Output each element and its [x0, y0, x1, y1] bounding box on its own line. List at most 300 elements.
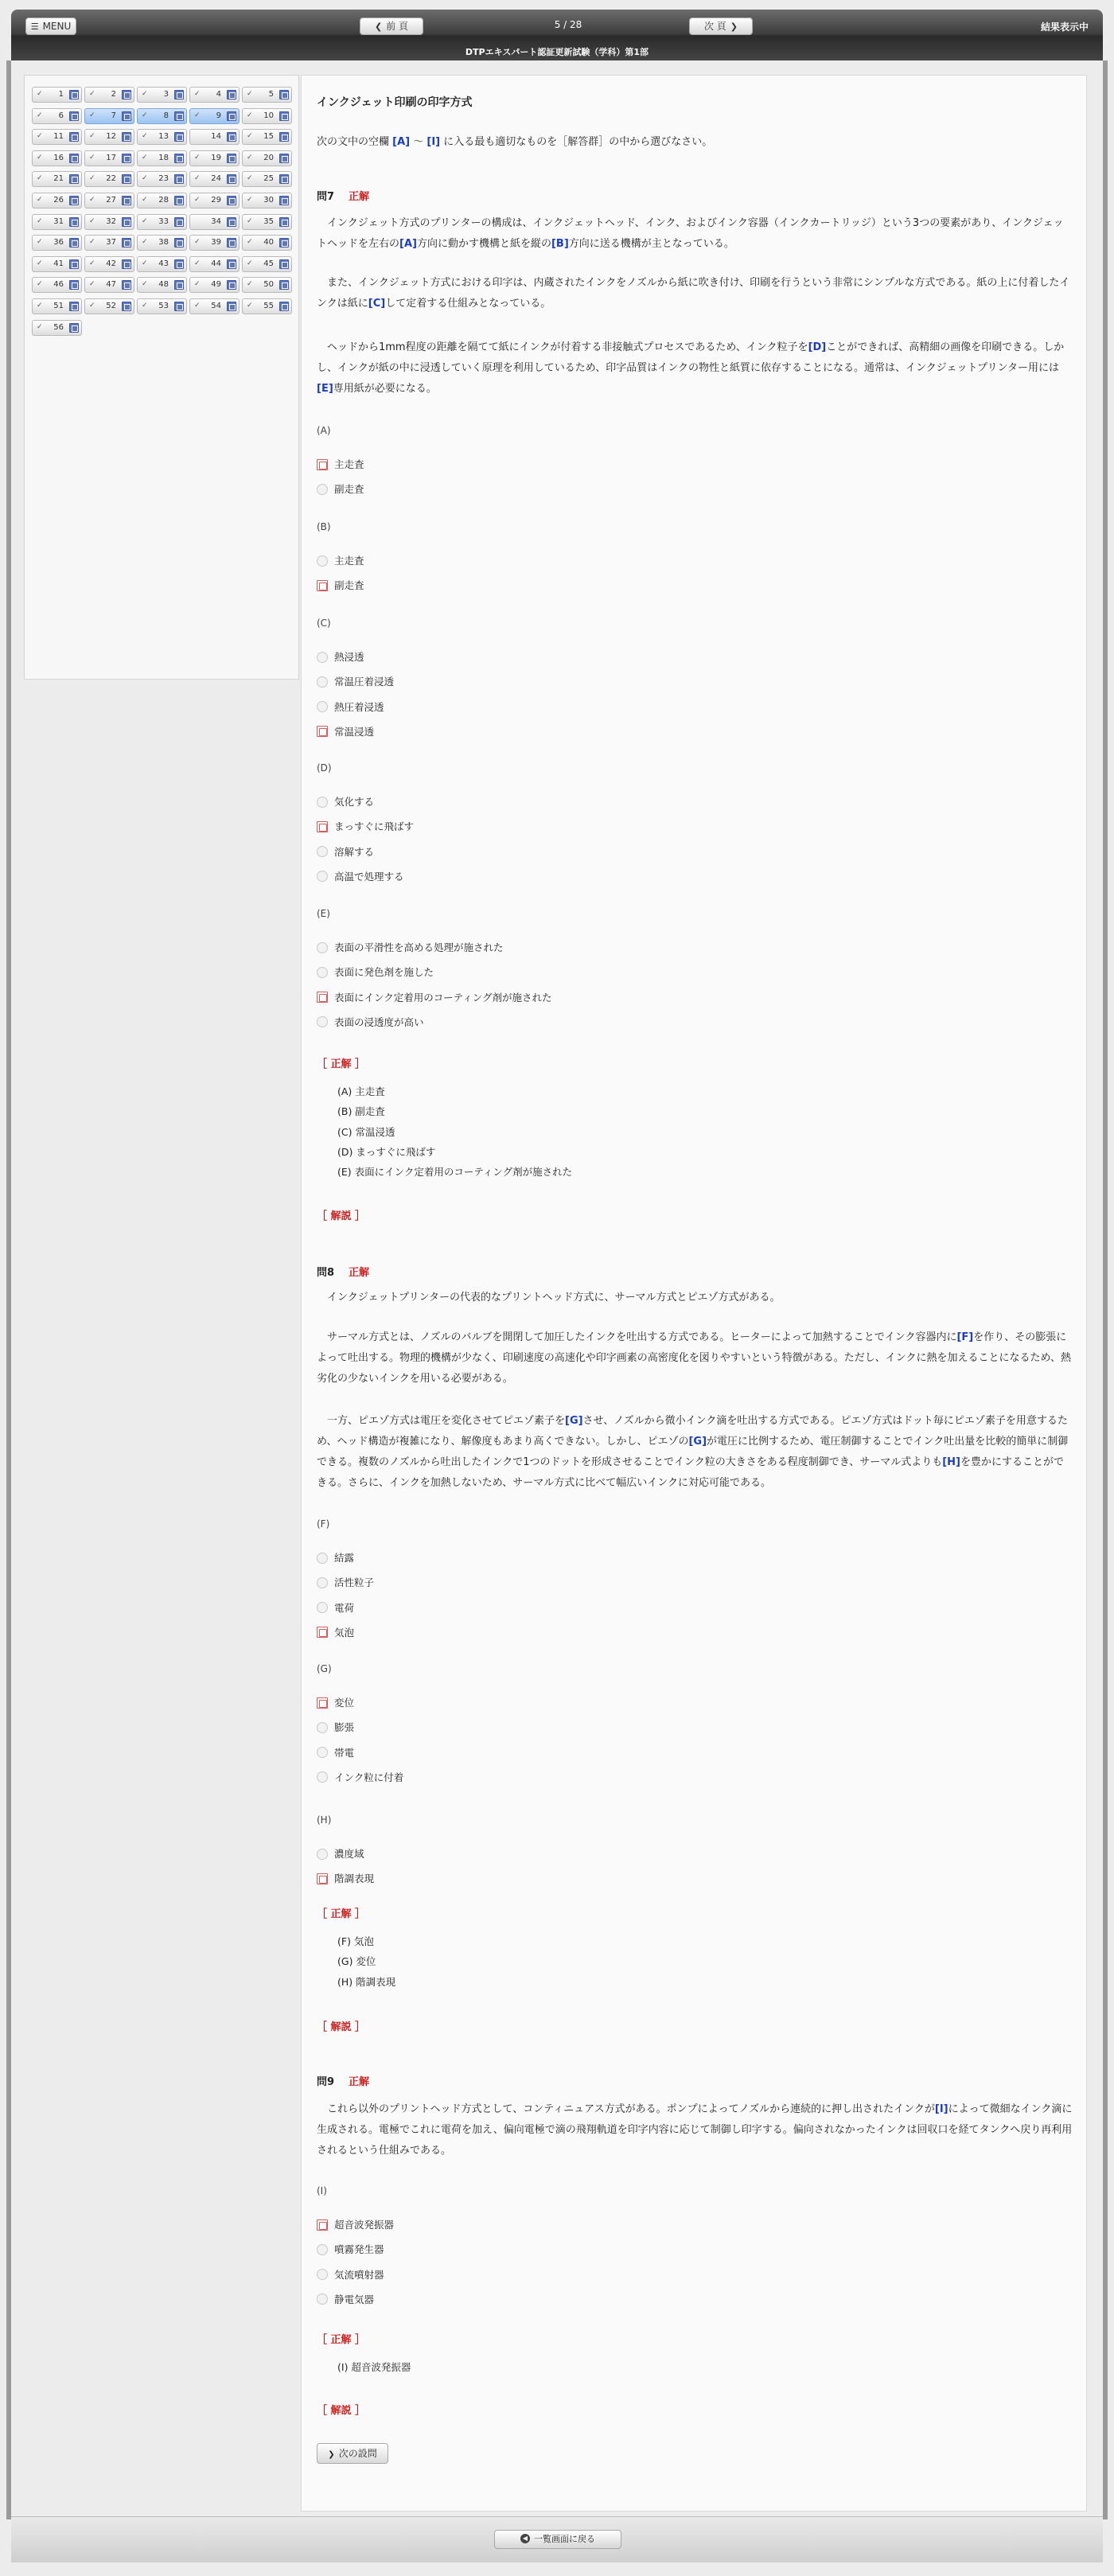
question-nav-number: 28	[158, 196, 169, 205]
answer-blank: [D]	[808, 341, 827, 353]
paragraph-text: が電圧に比例するため、電圧制御することでインク吐出量を比較的簡単に制御できる。複数のノズルから吐出したインクで1つのドットを形成させることでインク粒の大きさをある程度制御でき、サーマル式よりも	[317, 1436, 1069, 1468]
question-nav-button[interactable]	[242, 235, 292, 251]
question-nav-number: 53	[158, 302, 169, 310]
question-nav-button[interactable]	[189, 298, 240, 314]
bookmark-icon	[69, 217, 79, 227]
option-label: 常温圧着浸透	[334, 676, 395, 688]
question-nav-button[interactable]	[84, 256, 134, 272]
selected-radio-icon[interactable]	[317, 1627, 328, 1638]
question-nav-number: 35	[263, 216, 274, 226]
bookmark-icon	[227, 280, 236, 290]
option-label: 表面の平滑性を高める処理が施された	[334, 941, 504, 953]
answer-blank: [C]	[368, 298, 386, 310]
prev-page-button[interactable]: ❮ 前 頁	[360, 18, 423, 35]
question-paragraph	[317, 273, 1073, 314]
question-number-text: 問9	[317, 2076, 335, 2088]
question-nav-number: 20	[263, 153, 274, 162]
radio-icon[interactable]	[317, 2293, 328, 2305]
bookmark-icon	[227, 90, 236, 99]
radio-icon[interactable]	[317, 846, 328, 857]
top-toolbar	[11, 10, 1103, 60]
answer-option[interactable]	[317, 1015, 424, 1029]
bookmark-icon	[174, 90, 184, 99]
option-group-label: (D)	[317, 762, 332, 774]
question-nav-number: 45	[263, 259, 274, 268]
question-paragraph	[317, 1288, 1073, 1308]
answer-option[interactable]	[317, 794, 374, 809]
bookmark-icon	[69, 90, 79, 99]
question-nav-number: 24	[211, 174, 221, 184]
answered-check-icon: ✓	[142, 302, 148, 310]
question-nav-button[interactable]	[32, 298, 82, 314]
option-label: 熱浸透	[334, 651, 364, 663]
answered-check-icon: ✓	[89, 302, 95, 310]
question-nav-button[interactable]	[137, 256, 187, 272]
question-nav-number: 12	[106, 132, 116, 142]
menu-button[interactable]: ☰ MENU	[25, 18, 76, 35]
bookmark-icon	[174, 217, 184, 227]
selected-radio-icon[interactable]	[317, 1697, 328, 1709]
option-group-label: (E)	[317, 908, 330, 919]
question-nav-button[interactable]	[84, 129, 134, 145]
radio-icon[interactable]	[317, 1747, 328, 1758]
question-nav-button[interactable]	[137, 108, 187, 124]
question-nav-number: 29	[211, 196, 221, 205]
bookmark-icon	[69, 302, 79, 311]
answer-option[interactable]	[317, 724, 374, 739]
answer-option[interactable]	[317, 844, 374, 859]
answered-check-icon: ✓	[37, 280, 43, 289]
question-nav-number: 22	[106, 174, 116, 184]
selected-radio-icon[interactable]	[317, 580, 328, 591]
question-nav-button[interactable]	[32, 87, 82, 103]
question-nav-button[interactable]	[242, 87, 292, 103]
option-group-label: (B)	[317, 521, 331, 532]
option-group-label: (I)	[317, 2185, 327, 2196]
chevron-left-icon: ❮	[374, 21, 383, 32]
question-nav-button[interactable]	[189, 108, 240, 124]
question-nav-number: 11	[53, 132, 64, 142]
bottom-toolbar	[11, 2516, 1103, 2562]
bookmark-icon	[122, 90, 131, 99]
question-nav-number: 15	[263, 132, 274, 142]
question-nav-number: 27	[106, 196, 116, 205]
question-nav-button[interactable]	[32, 320, 82, 336]
paragraph-text: ことができれば、高精細の画像を印刷できる。しかし、インクが紙の中に浸透していく原理を利用しているため、印字品質はインクの物性と紙質に依存することになる。通常は、インクジェットプリンター用には	[317, 341, 1065, 374]
radio-icon[interactable]	[317, 555, 328, 567]
question-nav-number: 7	[111, 111, 116, 120]
answered-check-icon: ✓	[142, 238, 148, 247]
question-nav-number: 26	[53, 196, 64, 205]
question-nav-number: 41	[53, 259, 64, 268]
left-frame-edge	[6, 60, 11, 2519]
question-nav-number: 5	[268, 90, 274, 99]
answer-option[interactable]	[317, 553, 364, 567]
answer-section-label: ［ 正解 ］	[317, 1908, 366, 1920]
radio-icon[interactable]	[317, 2244, 328, 2255]
answer-option[interactable]	[317, 990, 552, 1004]
bookmark-icon	[69, 280, 79, 290]
paragraph-text: して定着する仕組みとなっている。	[385, 298, 551, 310]
answer-blank: [H]	[942, 1456, 960, 1468]
correct-answer-item: (E) 表面にインク定着用のコーティング剤が施された	[337, 1166, 573, 1179]
radio-icon[interactable]	[317, 967, 328, 978]
question-nav-button[interactable]	[32, 193, 82, 208]
question-nav-number: 47	[106, 280, 116, 290]
answered-check-icon: ✓	[89, 132, 95, 141]
question-nav-button[interactable]	[242, 298, 292, 314]
question-number	[317, 188, 369, 203]
answered-check-icon: ✓	[89, 280, 95, 289]
question-nav-button[interactable]	[32, 129, 82, 145]
question-nav-button[interactable]	[189, 150, 240, 166]
answered-check-icon: ✓	[142, 90, 148, 98]
question-nav-button[interactable]	[242, 171, 292, 187]
answered-check-icon: ✓	[89, 196, 95, 204]
next-question-button[interactable]: ❯ 次の設問	[317, 2443, 388, 2464]
answered-check-icon: ✓	[194, 111, 201, 119]
answer-option[interactable]	[317, 2267, 384, 2282]
bookmark-icon	[69, 196, 79, 205]
question-nav-button[interactable]	[137, 298, 187, 314]
question-nav-number: 32	[106, 216, 116, 226]
paragraph-text: これら以外のプリントヘッド方式として、コンティニュアス方式がある。ポンプによってノズルから連続的に押し出されたインクが	[317, 2103, 935, 2115]
option-label: 階調表現	[334, 1873, 375, 1885]
answer-option[interactable]	[317, 649, 364, 664]
question-nav-button[interactable]	[84, 150, 134, 166]
bookmark-icon	[122, 154, 131, 163]
answer-option[interactable]	[317, 1871, 374, 1885]
question-nav-number: 50	[263, 280, 274, 290]
option-label: 結露	[334, 1552, 355, 1564]
question-nav-button[interactable]	[189, 129, 240, 145]
question-nav-number: 40	[263, 238, 274, 247]
back-to-list-button[interactable]: ◀ 一覧画面に戻る	[494, 2530, 621, 2549]
correct-answer-item: (C) 常温浸透	[337, 1125, 395, 1138]
bookmark-icon	[227, 154, 236, 163]
answered-check-icon: ✓	[247, 196, 253, 204]
correct-mark: 正解	[349, 2076, 370, 2088]
bookmark-icon	[227, 238, 236, 247]
radio-icon[interactable]	[317, 1577, 328, 1588]
question-nav-button[interactable]	[84, 193, 134, 208]
answer-option[interactable]	[317, 1550, 354, 1565]
answer-blank: [I]	[934, 2103, 948, 2115]
radio-icon[interactable]	[317, 1722, 328, 1733]
answer-option[interactable]	[317, 481, 364, 496]
answer-blank: [G]	[688, 1436, 707, 1448]
answered-check-icon: ✓	[89, 238, 95, 247]
selected-radio-icon[interactable]	[317, 2219, 328, 2231]
radio-icon[interactable]	[317, 1849, 328, 1860]
question-nav-button[interactable]	[137, 277, 187, 293]
option-label: 気泡	[334, 1626, 355, 1639]
question-paragraph	[317, 1327, 1073, 1389]
question-nav-button[interactable]	[32, 277, 82, 293]
answer-option[interactable]	[317, 674, 394, 688]
answer-blank: [F]	[956, 1331, 974, 1343]
bookmark-icon	[227, 132, 236, 142]
bookmark-icon	[279, 259, 289, 269]
answer-blank: [A]	[399, 238, 417, 250]
question-nav-button[interactable]	[84, 298, 134, 314]
answer-option[interactable]	[317, 1695, 354, 1709]
question-paragraph	[317, 2099, 1073, 2161]
paragraph-text: インクジェット方式のプリンターの構成は、インクジェットヘッド、インク、およびインク容器（インクカートリッジ）という3つの要素があり、インクジェットヘッドを左右の	[317, 217, 1064, 250]
answered-check-icon: ✓	[89, 90, 95, 98]
bookmark-icon	[69, 111, 79, 121]
paragraph-text: ヘッドから1mm程度の距離を隔てて紙にインクが付着する非接触式プロセスであるため、インク粒子を	[317, 341, 808, 353]
radio-icon[interactable]	[317, 871, 328, 882]
question-nav-button[interactable]	[137, 87, 187, 103]
question-nav-number: 33	[158, 216, 169, 226]
answer-option[interactable]	[317, 1720, 354, 1734]
answer-option[interactable]	[317, 700, 384, 714]
option-label: 溶解する	[334, 845, 375, 858]
question-nav-number: 55	[263, 302, 274, 310]
option-group-label: (H)	[317, 1814, 332, 1826]
question-nav-number: 42	[106, 259, 116, 268]
correct-mark: 正解	[349, 191, 370, 203]
option-label: 副走査	[334, 579, 364, 592]
radio-icon[interactable]	[317, 797, 328, 808]
answer-option[interactable]	[317, 869, 404, 883]
question-nav-button[interactable]	[242, 150, 292, 166]
question-nav-button[interactable]	[189, 277, 240, 293]
radio-icon[interactable]	[317, 1553, 328, 1564]
bookmark-icon	[279, 154, 289, 163]
option-group-label: (G)	[317, 1663, 332, 1674]
question-nav-button[interactable]	[189, 193, 240, 208]
option-label: 気流噴射器	[334, 2268, 384, 2281]
question-nav-button[interactable]	[189, 214, 240, 230]
bookmark-icon	[174, 132, 184, 142]
explanation-section-label: ［ 解説 ］	[317, 2021, 366, 2033]
answered-check-icon: ✓	[247, 280, 253, 289]
question-nav-button[interactable]	[137, 235, 187, 251]
radio-icon[interactable]	[317, 1602, 328, 1613]
bookmark-icon	[122, 259, 131, 269]
question-nav-button[interactable]	[84, 87, 134, 103]
answered-check-icon: ✓	[37, 322, 43, 331]
answered-check-icon: ✓	[194, 302, 201, 310]
question-nav-number: 2	[111, 90, 116, 99]
question-number-text: 問8	[317, 1267, 335, 1279]
question-nav-button[interactable]	[32, 108, 82, 124]
bookmark-icon	[227, 217, 236, 227]
question-nav-number: 49	[211, 280, 221, 290]
answered-check-icon: ✓	[247, 259, 253, 267]
question-nav-number: 25	[263, 174, 274, 184]
question-nav-number: 10	[263, 111, 274, 120]
question-nav-button[interactable]	[137, 214, 187, 230]
answered-check-icon: ✓	[37, 132, 43, 141]
question-nav-button[interactable]	[84, 235, 134, 251]
radio-icon[interactable]	[317, 652, 328, 663]
question-nav-button[interactable]	[84, 171, 134, 187]
radio-icon[interactable]	[317, 1771, 328, 1783]
radio-icon[interactable]	[317, 2269, 328, 2280]
question-nav-number: 1	[58, 90, 64, 99]
bookmark-icon	[174, 174, 184, 184]
answer-option[interactable]	[317, 1770, 403, 1784]
answered-check-icon: ✓	[142, 132, 148, 141]
question-nav-button[interactable]	[84, 277, 134, 293]
bookmark-icon	[227, 196, 236, 205]
question-nav-button[interactable]	[32, 150, 82, 166]
selected-radio-icon[interactable]	[317, 821, 328, 832]
question-nav-button[interactable]	[242, 214, 292, 230]
question-nav-button[interactable]	[32, 235, 82, 251]
question-nav-button[interactable]	[137, 171, 187, 187]
radio-icon[interactable]	[317, 484, 328, 495]
correct-answer-item: (F) 気泡	[337, 1935, 374, 1947]
question-nav-button[interactable]	[242, 256, 292, 272]
bookmark-icon	[174, 154, 184, 163]
option-group-label: (A)	[317, 425, 331, 436]
answered-check-icon: ✓	[247, 216, 253, 225]
question-nav-number: 13	[158, 132, 169, 142]
question-number	[317, 1264, 369, 1279]
paragraph-text: させ、ノズルから微小インク滴を吐出する方式である。ピエゾ方式はドット毎にピエゾ素子を用意するため、ヘッド構造が複雑になり、解像度もあまり高くできない。しかし、ピエゾの	[317, 1415, 1068, 1448]
question-nav-button[interactable]	[189, 87, 240, 103]
answered-check-icon: ✓	[89, 153, 95, 162]
correct-answer-item: (B) 副走査	[337, 1105, 385, 1118]
question-nav-button[interactable]	[242, 129, 292, 145]
bookmark-icon	[174, 196, 184, 205]
answer-option[interactable]	[317, 940, 504, 954]
question-nav-button[interactable]	[84, 108, 134, 124]
radio-icon[interactable]	[317, 1016, 328, 1027]
question-nav-button[interactable]	[137, 129, 187, 145]
option-label: インク粒に付着	[334, 1771, 404, 1783]
answered-check-icon: ✓	[37, 302, 43, 310]
option-label: 副走査	[334, 483, 364, 496]
answer-section-label: ［ 正解 ］	[317, 1058, 366, 1070]
bookmark-icon	[69, 323, 79, 333]
option-label: 主走査	[334, 458, 364, 470]
option-label: 表面の浸透度が高い	[334, 1015, 424, 1028]
question-nav-button[interactable]	[189, 235, 240, 251]
option-label: 熱圧着浸透	[334, 700, 384, 713]
answer-option[interactable]	[317, 965, 434, 979]
paragraph-text: 方向に送る機構が主となっている。	[568, 238, 734, 250]
question-nav-button[interactable]	[32, 171, 82, 187]
selected-radio-icon[interactable]	[317, 992, 328, 1003]
question-nav-number: 36	[53, 238, 64, 247]
question-nav-number: 18	[158, 153, 169, 162]
answer-blank: [B]	[551, 238, 569, 250]
bookmark-icon	[227, 302, 236, 311]
question-nav-button[interactable]	[189, 256, 240, 272]
question-nav-button[interactable]	[137, 193, 187, 208]
correct-answer-item: (A) 主走査	[337, 1085, 385, 1097]
question-nav-button[interactable]	[32, 214, 82, 230]
option-label: 噴霧発生器	[334, 2243, 384, 2256]
answer-option[interactable]	[317, 578, 364, 592]
correct-answer-item: (G) 変位	[337, 1955, 376, 1968]
answer-option[interactable]	[317, 2292, 374, 2306]
bookmark-icon	[69, 154, 79, 163]
question-nav-button[interactable]	[242, 108, 292, 124]
paragraph-text: によって微細なインク滴に生成される。電極でこれに電荷を加え、偏向電極で滴の飛翔軌道を印字内容に応じて制御し印字する。偏向されなかったインクは回収口を経てタンクへ戻り再利用されるという仕組みである。	[317, 2103, 1073, 2157]
answered-check-icon: ✓	[247, 90, 253, 98]
answer-option[interactable]	[317, 1846, 364, 1861]
explanation-section-label: ［ 解説 ］	[317, 1210, 366, 1222]
question-nav-number: 4	[216, 90, 221, 99]
answered-check-icon: ✓	[194, 174, 201, 183]
question-nav-number: 48	[158, 280, 169, 290]
bookmark-icon	[174, 280, 184, 290]
option-label: 高温で処理する	[334, 870, 404, 883]
correct-answer-item: (I) 超音波発振器	[337, 2361, 411, 2373]
question-nav-button[interactable]	[32, 256, 82, 272]
question-nav-button[interactable]	[242, 193, 292, 208]
answered-check-icon: ✓	[37, 216, 43, 225]
answer-option[interactable]	[317, 2217, 394, 2231]
answered-check-icon: ✓	[37, 174, 43, 183]
question-nav-number: 56	[53, 322, 64, 332]
question-nav-button[interactable]	[189, 171, 240, 187]
question-nav-number: 6	[58, 111, 64, 120]
answer-option[interactable]	[317, 1575, 374, 1589]
explanation-section-label: ［ 解説 ］	[317, 2405, 366, 2417]
answer-option[interactable]	[317, 1600, 354, 1615]
question-nav-number: 8	[163, 111, 169, 120]
bookmark-icon	[122, 217, 131, 227]
selected-radio-icon[interactable]	[317, 459, 328, 470]
bookmark-icon	[122, 302, 131, 311]
answered-check-icon: ✓	[37, 153, 43, 162]
selected-radio-icon[interactable]	[317, 1873, 328, 1884]
question-nav-number: 46	[53, 280, 64, 290]
bookmark-icon	[227, 259, 236, 269]
right-frame-edge	[1103, 60, 1108, 2519]
bookmark-icon	[69, 259, 79, 269]
question-nav-button[interactable]	[242, 277, 292, 293]
answered-check-icon: ✓	[142, 259, 148, 267]
question-nav-number: 51	[53, 302, 64, 310]
question-nav-button[interactable]	[137, 150, 187, 166]
bookmark-icon	[174, 238, 184, 247]
answer-option[interactable]	[317, 2242, 384, 2256]
answer-option[interactable]	[317, 1745, 354, 1760]
paragraph-text: を作り、その膨張によって吐出する。物理的機構が少なく、印刷速度の高速化や印字画素の高密度化を図りやすいという特徴がある。ただし、インクに熱を加えることになるため、熱劣化の少ないインクを用いる必要がある。	[317, 1331, 1071, 1385]
paragraph-text: 専用紙が必要になる。	[333, 383, 437, 395]
answered-check-icon: ✓	[142, 196, 148, 204]
question-nav-number: 23	[158, 174, 169, 184]
radio-icon[interactable]	[317, 942, 328, 953]
page-counter: 5 / 28	[554, 19, 582, 30]
correct-mark: 正解	[349, 1267, 370, 1279]
selected-radio-icon[interactable]	[317, 726, 328, 737]
radio-icon[interactable]	[317, 701, 328, 712]
answer-option[interactable]	[317, 819, 414, 833]
question-nav-button[interactable]	[84, 214, 134, 230]
question-nav-number: 30	[263, 196, 274, 205]
answer-option[interactable]	[317, 457, 364, 471]
question-nav-number: 17	[106, 153, 116, 162]
question-nav-number: 19	[211, 153, 221, 162]
next-page-button[interactable]: 次 頁 ❯	[689, 18, 753, 35]
radio-icon[interactable]	[317, 676, 328, 688]
option-label: 表面にインク定着用のコーティング剤が施された	[334, 991, 552, 1004]
bookmark-icon	[122, 111, 131, 121]
answered-check-icon: ✓	[194, 280, 201, 289]
back-arrow-icon: ◀	[520, 2534, 530, 2543]
answered-check-icon: ✓	[89, 216, 95, 225]
answer-option[interactable]	[317, 1625, 354, 1639]
